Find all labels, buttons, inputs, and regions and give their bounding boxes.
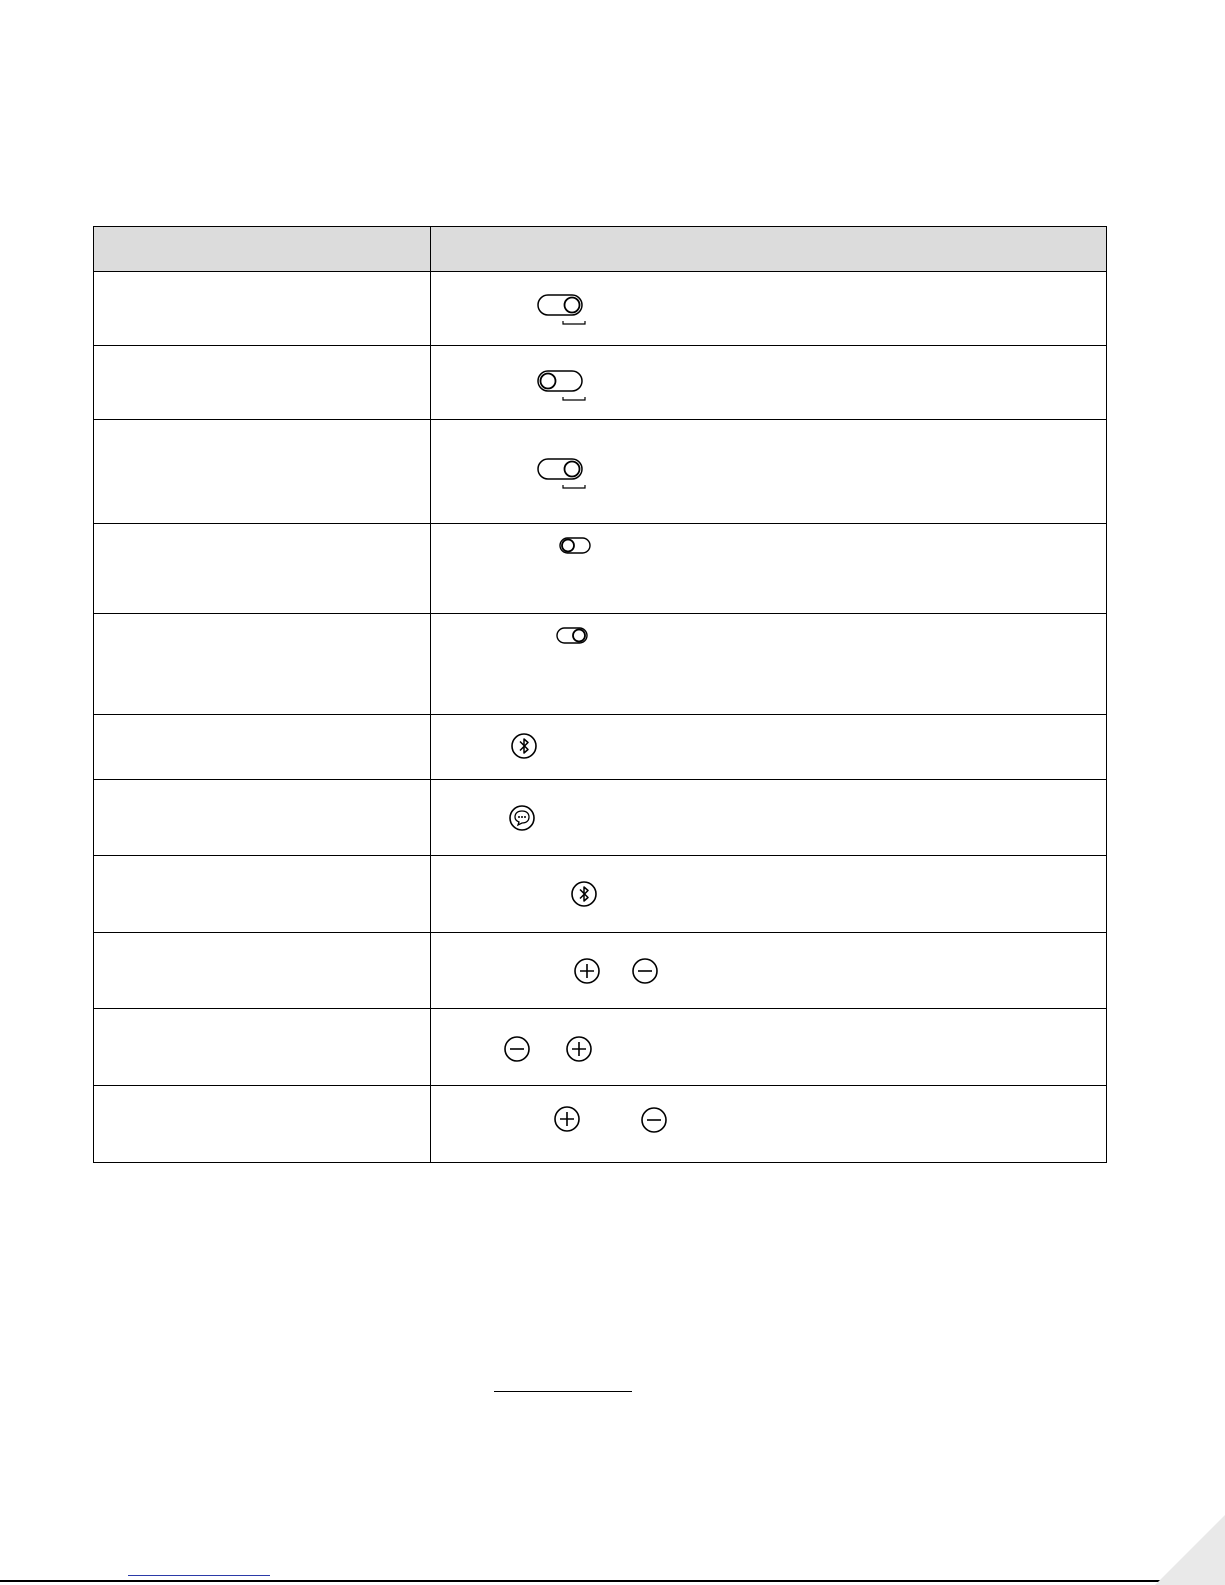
operation-cell: [431, 715, 1107, 780]
function-cell: [94, 1086, 431, 1163]
operation-cell: [431, 780, 1107, 856]
operation-column-header: [431, 227, 1107, 272]
small-switch-right-icon: [556, 626, 590, 646]
minus-button-icon: [631, 957, 659, 985]
table-row: [94, 614, 1107, 715]
table-row: [94, 715, 1107, 780]
page-corner-fold: [1155, 1515, 1225, 1585]
table-row: [94, 1086, 1107, 1163]
plus-button-icon: [565, 1035, 593, 1063]
table-row: [94, 1009, 1107, 1086]
table-row: [94, 346, 1107, 420]
function-cell: [94, 780, 431, 856]
footer-rule: [0, 1580, 1225, 1582]
table-row: [94, 524, 1107, 614]
slide-switch-right-icon: [537, 294, 593, 330]
plus-button-icon: [553, 1105, 581, 1133]
minus-button-icon: [640, 1106, 668, 1134]
slide-switch-right-icon: [537, 458, 593, 494]
bluetooth-button-icon: [510, 732, 538, 760]
function-column-header: [94, 227, 431, 272]
operation-cell: [431, 933, 1107, 1009]
operation-cell: [431, 524, 1107, 614]
function-cell: [94, 346, 431, 420]
plus-button-icon: [573, 957, 601, 985]
minus-button-icon: [503, 1035, 531, 1063]
operation-cell: [431, 1009, 1107, 1086]
function-cell: [94, 1009, 431, 1086]
operation-cell: [431, 1086, 1107, 1163]
underline-rule: [494, 1391, 632, 1392]
control-table: [93, 226, 1107, 1163]
operation-cell: [431, 856, 1107, 933]
operation-cell: [431, 346, 1107, 420]
table-row: [94, 933, 1107, 1009]
table-header-row: [94, 227, 1107, 272]
table-row: [94, 272, 1107, 346]
operation-cell: [431, 420, 1107, 524]
operation-cell: [431, 272, 1107, 346]
function-cell: [94, 524, 431, 614]
function-cell: [94, 272, 431, 346]
bluetooth-button-icon: [570, 880, 598, 908]
function-cell: [94, 933, 431, 1009]
operation-cell: [431, 614, 1107, 715]
function-cell: [94, 856, 431, 933]
table-row: [94, 780, 1107, 856]
table-row: [94, 420, 1107, 524]
chat-bubble-button-icon: [508, 804, 536, 832]
small-switch-left-icon: [559, 536, 593, 556]
footer-link-underline: [128, 1575, 270, 1576]
slide-switch-left-icon: [537, 370, 593, 406]
table-row: [94, 856, 1107, 933]
function-cell: [94, 614, 431, 715]
function-cell: [94, 715, 431, 780]
function-cell: [94, 420, 431, 524]
